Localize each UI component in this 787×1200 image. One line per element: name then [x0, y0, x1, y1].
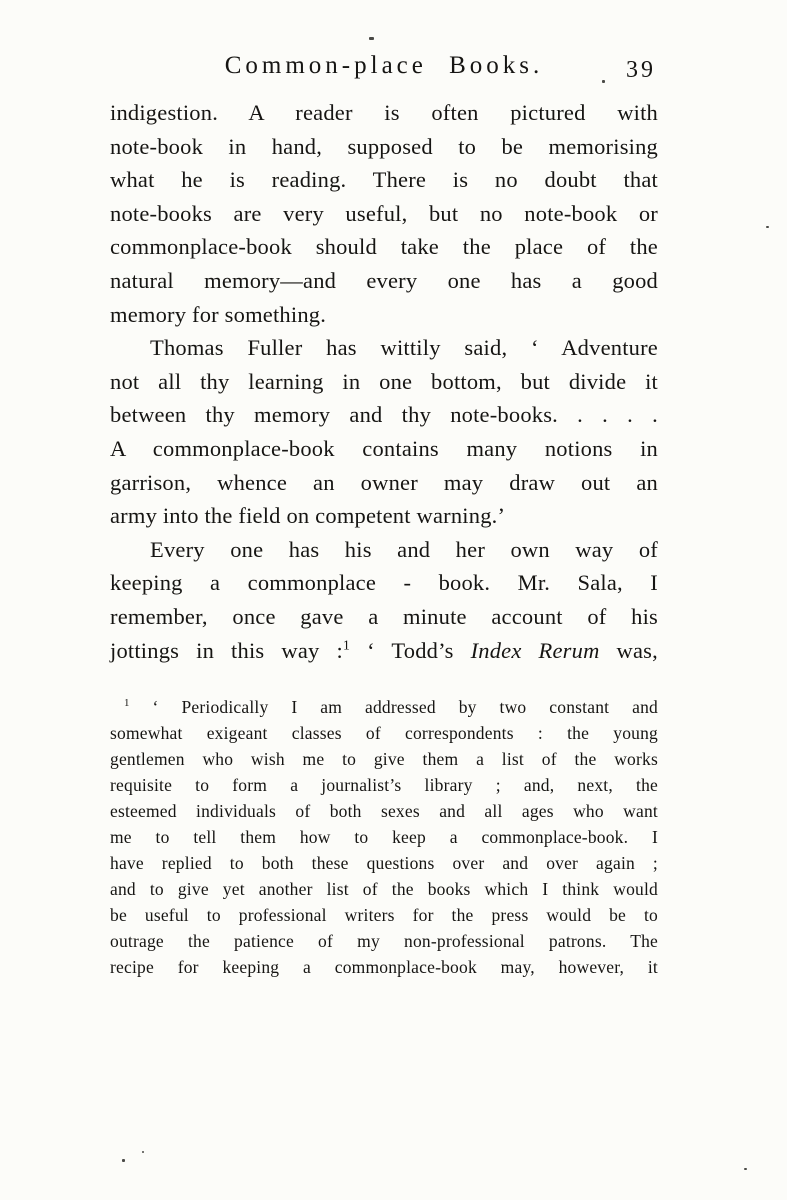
- text-line: commonplace-book should take the place of the: [110, 234, 658, 260]
- footnote-line: and to give yet another list of the books which I think would: [110, 879, 658, 899]
- footnote-line: esteemed individuals of both sexes and all ages who want: [110, 801, 658, 821]
- body-text: [110, 96, 658, 667]
- text-line: army into the field on competent warning.’: [110, 503, 506, 529]
- italic-book-title: Index Rerum: [470, 637, 600, 663]
- ink-speck: [766, 226, 769, 228]
- footnote-line: gentlemen who wish me to give them a list of the works: [110, 749, 658, 769]
- ink-speck: [744, 1168, 747, 1170]
- paragraph: [110, 331, 658, 533]
- text-line: not all thy learning in one bottom, but divide it: [110, 368, 658, 394]
- page-header: [110, 52, 658, 88]
- ink-speck: [602, 80, 605, 83]
- text-line: what he is reading. There is no doubt that: [110, 167, 658, 193]
- text-segment: jottings in this way :: [110, 637, 343, 663]
- text-line: memory for something.: [110, 301, 327, 327]
- text-line: Thomas Fuller has wittily said, ‘ Adventure: [150, 335, 658, 361]
- text-line: natural memory—and every one has a good: [110, 267, 658, 293]
- text-line: garrison, whence an owner may draw out an: [110, 469, 658, 495]
- text-line: [110, 634, 658, 668]
- footnote-line: [110, 694, 658, 720]
- ink-speck: [142, 1151, 144, 1153]
- paragraph: [110, 533, 658, 667]
- text-segment: was,: [599, 637, 658, 663]
- text-segment: ‘ Periodically I am addressed by two constant and: [129, 697, 658, 717]
- footnote-line: requisite to form a journalist’s library ; and, next, the: [110, 775, 658, 795]
- page-number: 39: [626, 57, 656, 83]
- footnote-line: outrage the patience of my non-professional patrons. The: [110, 931, 658, 951]
- text-line: between thy memory and thy note-books. . . . .: [110, 402, 658, 428]
- footnote-marker: 1: [124, 697, 130, 710]
- footnote-line: me to tell them how to keep a commonplace-book. I: [110, 827, 658, 847]
- text-line: note-book in hand, supposed to be memorising: [110, 133, 658, 159]
- text-line: note-books are very useful, but no note-book or: [110, 200, 658, 226]
- footnote-line: be useful to professional writers for the press would be to: [110, 905, 658, 925]
- footnote-reference-mark: 1: [342, 638, 351, 653]
- running-title: Common-place Books.: [224, 52, 544, 79]
- text-line: keeping a commonplace - book. Mr. Sala, I: [110, 570, 658, 596]
- text-segment: ‘ Todd’s: [350, 637, 471, 663]
- text-line: remember, once gave a minute account of his: [110, 603, 658, 629]
- text-line: Every one has his and her own way of: [150, 536, 658, 562]
- ink-speck: [122, 1159, 125, 1162]
- ink-speck: [369, 37, 374, 40]
- paragraph: [110, 96, 658, 331]
- footnote-line: recipe for keeping a commonplace-book may, however, it: [110, 957, 658, 977]
- text-line: A commonplace-book contains many notions in: [110, 435, 658, 461]
- text-line: indigestion. A reader is often pictured with: [110, 100, 658, 125]
- footnote-line: somewhat exigeant classes of correspondents : the young: [110, 723, 658, 743]
- footnote-block: [110, 694, 658, 980]
- footnote-line: have replied to both these questions over and over again ;: [110, 853, 658, 873]
